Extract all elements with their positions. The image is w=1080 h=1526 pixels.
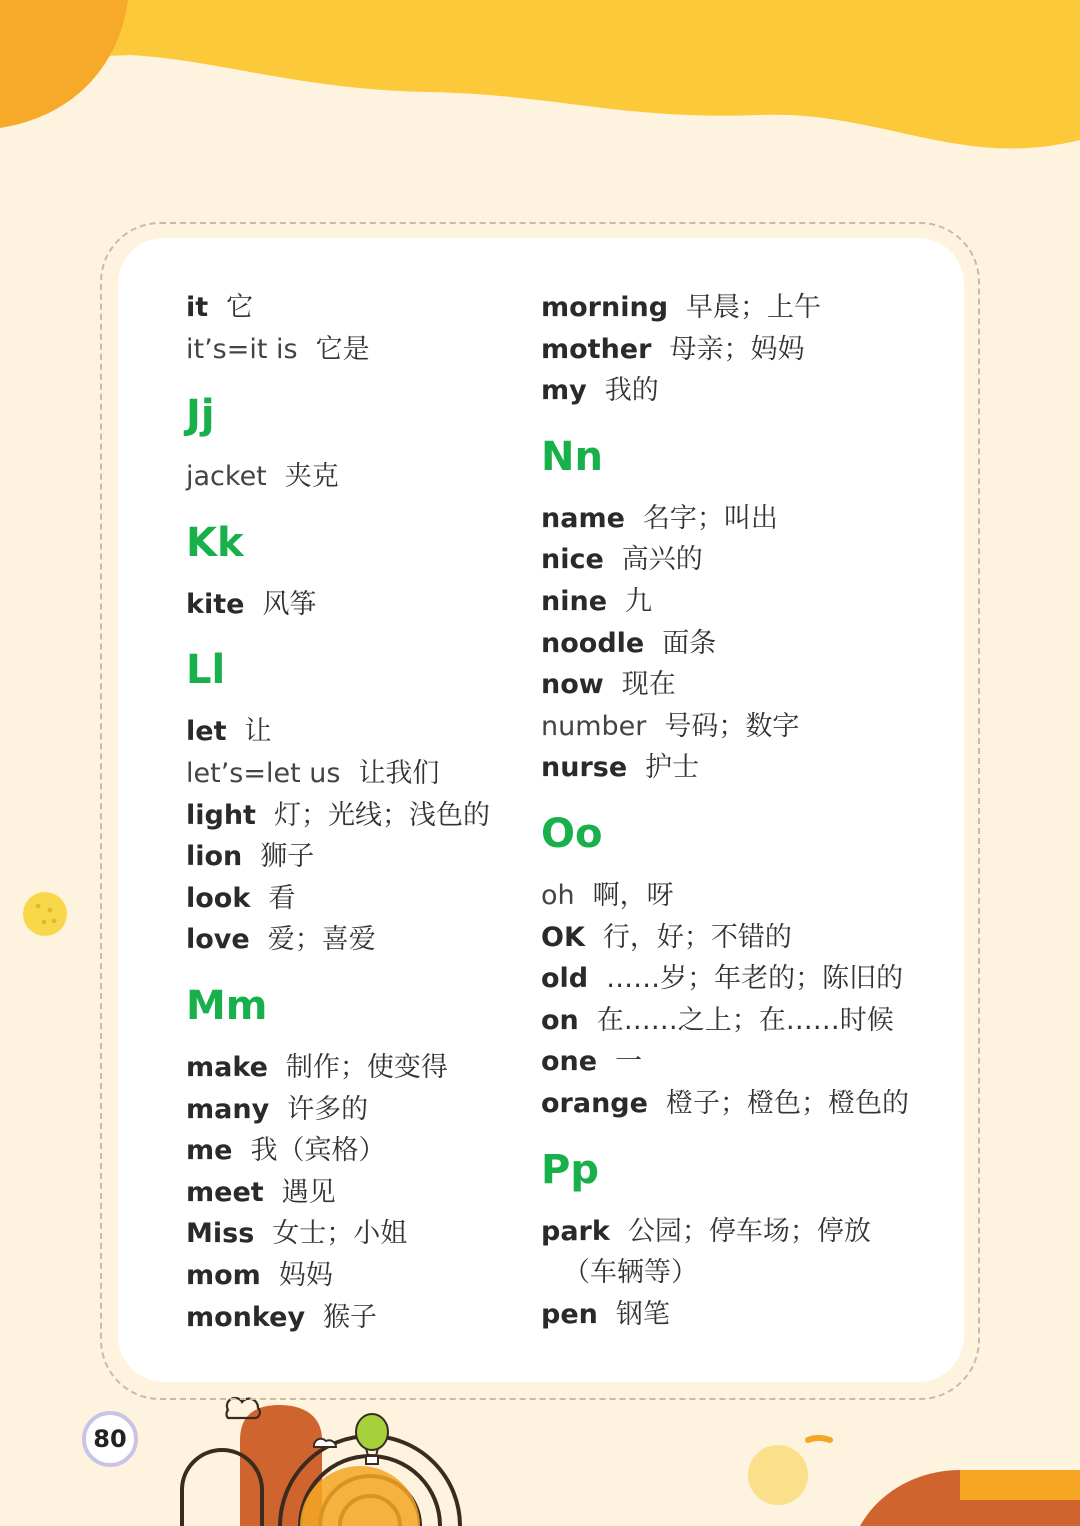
- vocab-entry: [186, 1130, 586, 1172]
- vocab-translation: 让我们: [358, 757, 440, 789]
- cheese-moon-icon: [748, 1445, 808, 1505]
- vocab-word: light: [186, 799, 256, 831]
- vocab-entry: [541, 329, 961, 371]
- vocab-translation: 行，好；不错的: [602, 921, 792, 953]
- vocab-entry: [186, 836, 586, 878]
- vocab-word: me: [186, 1135, 233, 1167]
- vocab-translation: 它是: [315, 333, 370, 365]
- vocab-translation: 灯；光线；浅色的: [273, 799, 490, 831]
- vocab-translation: 名字；叫出: [642, 502, 778, 534]
- vocab-word: oh: [541, 879, 575, 911]
- vocab-entry: [186, 1047, 586, 1089]
- vocab-entry: [541, 1252, 961, 1294]
- top-corner-blob: [0, 0, 128, 128]
- vocab-entry: [541, 539, 961, 581]
- vocab-entry: [186, 1089, 586, 1131]
- vocab-entry: [541, 958, 961, 1000]
- vocab-entry: [186, 1172, 586, 1214]
- vocab-translation: 现在: [621, 669, 676, 701]
- vocab-word: nice: [541, 544, 604, 576]
- letter-heading: Pp: [541, 1146, 599, 1193]
- cookie-icon: [23, 892, 67, 936]
- vocab-translation: 我（宾格）: [250, 1135, 386, 1167]
- cloud-small-icon: [314, 1439, 336, 1447]
- vocab-translation: 啊，呀: [592, 879, 674, 911]
- vocab-translation: 看: [268, 882, 296, 914]
- vocab-entry: [186, 711, 586, 753]
- vocab-entry: [541, 1083, 961, 1125]
- vocab-translation: 橙子；橙色；橙色的: [665, 1087, 909, 1119]
- vocab-word: mother: [541, 333, 652, 365]
- vocab-word: lion: [186, 841, 243, 873]
- vocab-word: let: [186, 716, 227, 748]
- vocab-word: pen: [541, 1298, 598, 1330]
- vocab-word: park: [541, 1215, 610, 1247]
- top-wave-shape: [0, 0, 1080, 148]
- vocab-word: look: [186, 882, 251, 914]
- vocab-word: morning: [541, 292, 669, 323]
- vocab-entry: [186, 287, 586, 329]
- vocab-word: mom: [186, 1259, 261, 1291]
- vocab-entry: [541, 1041, 961, 1083]
- vocab-translation: 夹克: [284, 461, 339, 493]
- vocab-entry: [541, 747, 961, 789]
- vocab-word: love: [186, 924, 250, 956]
- vocab-entry: [186, 329, 586, 371]
- letter-heading: Nn: [541, 433, 603, 480]
- vocab-entry: [541, 287, 961, 329]
- vocabulary-left-column: [186, 287, 589, 1338]
- vocab-translation: 妈妈: [278, 1259, 333, 1291]
- vocab-translation: 我的: [604, 375, 659, 407]
- vocab-translation: 早晨；上午: [686, 292, 822, 323]
- vocab-word: make: [186, 1051, 268, 1083]
- vocab-entry: [541, 917, 961, 959]
- vocab-entry: [541, 498, 961, 540]
- vocab-word: it’s=it is: [186, 333, 298, 365]
- vocab-translation: 高兴的: [621, 544, 703, 576]
- vocab-entry: [541, 623, 961, 665]
- vocab-word: meet: [186, 1176, 264, 1208]
- vocab-entry: [186, 878, 586, 920]
- vocab-entry: [541, 370, 961, 412]
- vocab-word: one: [541, 1046, 598, 1078]
- vocab-entry: [186, 1255, 586, 1297]
- vocab-word: OK: [541, 921, 585, 953]
- vocab-word: noodle: [541, 627, 645, 659]
- vocab-word: Miss: [186, 1218, 255, 1250]
- page-number: 80: [82, 1411, 138, 1467]
- vocab-word: let’s=let us: [186, 757, 341, 789]
- vocab-translation: 制作；使变得: [285, 1051, 448, 1083]
- vocab-word: monkey: [186, 1301, 306, 1333]
- vocab-entry: [186, 584, 586, 626]
- vocab-translation: 让: [244, 716, 272, 748]
- vocab-translation: 公园；停车场；停放: [627, 1215, 871, 1247]
- vocab-word: my: [541, 375, 587, 407]
- vocab-entry: [186, 1213, 586, 1255]
- vocab-translation: 爱；喜爱: [267, 924, 376, 956]
- vocabulary-right-column: [541, 287, 961, 1335]
- vocab-entry: [186, 456, 586, 498]
- vocab-entry: [186, 753, 586, 795]
- vocab-entry: [541, 664, 961, 706]
- vocab-word: old: [541, 963, 589, 995]
- vocab-word: orange: [541, 1087, 648, 1119]
- vocab-translation: 女士；小姐: [272, 1218, 408, 1250]
- vocab-word: it: [186, 292, 209, 323]
- letter-heading: Kk: [186, 519, 244, 566]
- vocab-word: many: [186, 1093, 270, 1125]
- vocab-translation: 在……之上；在……时候: [596, 1004, 894, 1036]
- vocab-entry: [541, 706, 961, 748]
- vocab-translation: 许多的: [287, 1093, 369, 1125]
- letter-heading: Ll: [186, 647, 226, 694]
- vocab-entry: [541, 1294, 961, 1336]
- vocab-translation: 遇见: [281, 1176, 336, 1208]
- vocab-entry: [186, 795, 586, 837]
- vocab-word: nine: [541, 585, 608, 617]
- vocab-word: now: [541, 669, 604, 701]
- vocab-translation: 钢笔: [615, 1298, 670, 1330]
- vocab-translation: 号码；数字: [664, 710, 800, 742]
- vocab-translation: 风筝: [262, 588, 317, 620]
- vocab-entry: [541, 581, 961, 623]
- vocab-translation: 狮子: [260, 841, 315, 873]
- vocab-word: number: [541, 710, 647, 742]
- vocab-translation: 护士: [645, 752, 700, 784]
- vocab-word: nurse: [541, 752, 628, 784]
- vocab-translation: 面条: [662, 627, 717, 659]
- vocab-entry: [186, 919, 586, 961]
- vocab-translation: ……岁；年老的；陈旧的: [606, 963, 904, 995]
- vocab-word: on: [541, 1004, 579, 1036]
- letter-heading: Jj: [186, 392, 215, 439]
- vocab-entry: [186, 1297, 586, 1339]
- letter-heading: Oo: [541, 810, 603, 857]
- vocab-word: name: [541, 502, 625, 534]
- vocab-translation: 九: [625, 585, 653, 617]
- vocab-word: jacket: [186, 461, 267, 493]
- vocab-translation: 母亲；妈妈: [669, 333, 805, 365]
- vocab-word: kite: [186, 588, 245, 620]
- vocab-entry: [541, 1000, 961, 1042]
- vocab-entry: [541, 875, 961, 917]
- letter-heading: Mm: [186, 982, 268, 1029]
- vocab-translation: 猴子: [323, 1301, 378, 1333]
- vocab-entry: [541, 1211, 961, 1253]
- vocab-translation: 一: [615, 1046, 643, 1078]
- vocab-translation: 它: [226, 292, 254, 323]
- vocab-translation: （车辆等）: [563, 1257, 698, 1289]
